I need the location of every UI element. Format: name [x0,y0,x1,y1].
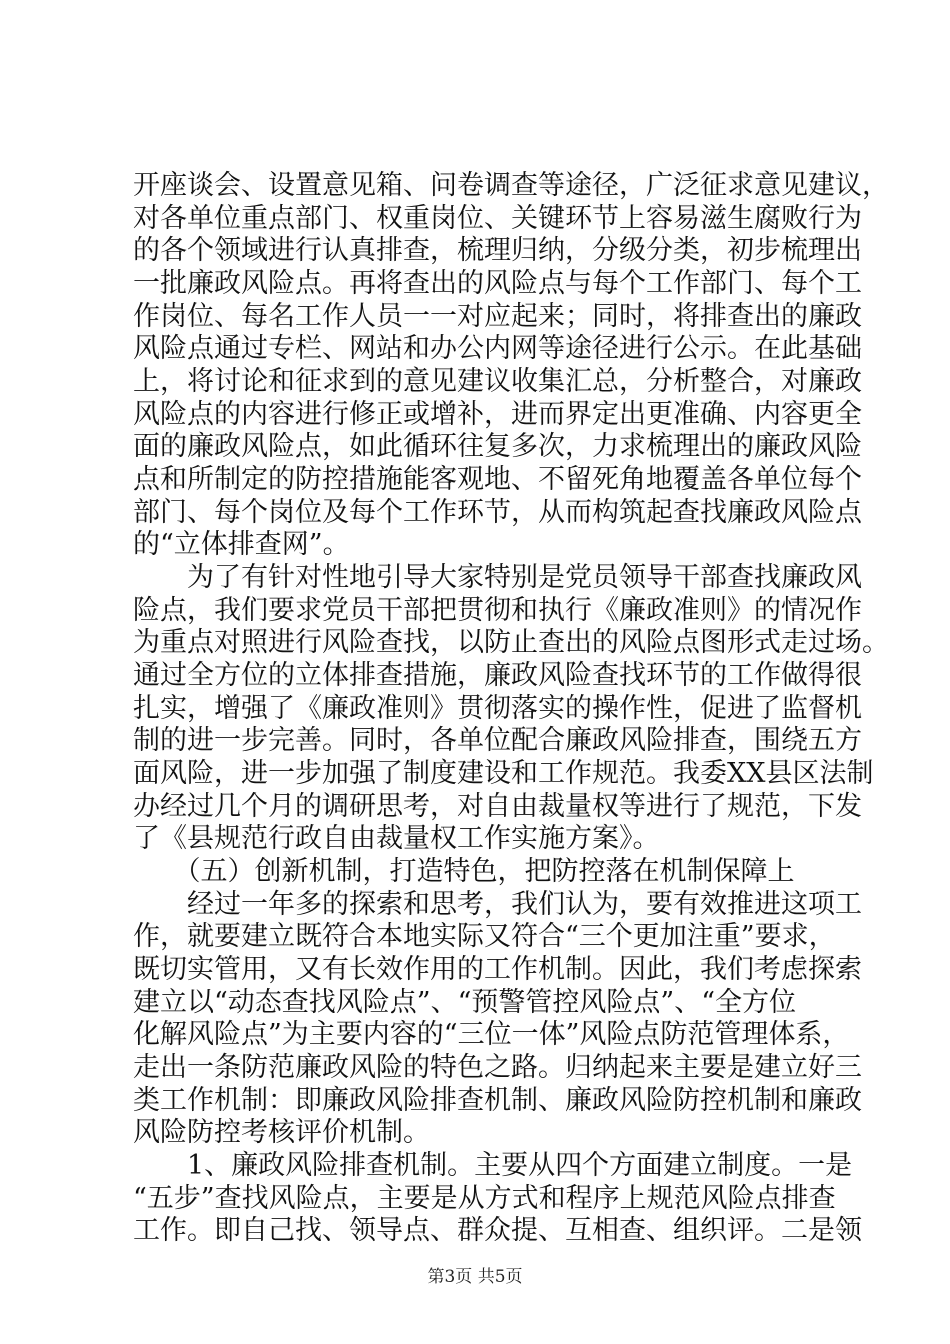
text-line: 面的廉政风险点，如此循环往复多次，力求梳理出的廉政风险 [133,431,862,463]
text-line: 办经过几个月的调研思考，对自由裁量权等进行了规范，下发 [133,790,862,822]
text-line: 类工作机制：即廉政风险排查机制、廉政风险防控机制和廉政 [133,1084,862,1116]
text-line: 一批廉政风险点。再将查出的风险点与每个工作部门、每个工 [133,268,862,299]
text-line: 风险点通过专栏、网站和办公内网等途径进行公示。在此基础 [133,333,862,365]
text-line: 作岗位、每名工作人员一一对应起来；同时，将排查出的廉政 [133,300,862,332]
text-line: 风险点的内容进行修正或增补，进而界定出更准确、内容更全 [133,398,862,430]
text-line: 扎实，增强了《廉政准则》贯彻落实的操作性，促进了监督机 [133,692,862,724]
text-line: 作，就要建立既符合本地实际又符合“三个更加注重”要求， [133,921,836,953]
text-line: 制的进一步完善。同时，各单位配合廉政风险排查，围绕五方 [133,725,862,757]
text-line: 1、廉政风险排查机制。主要从四个方面建立制度。一是 [133,1150,853,1181]
text-line: 既切实管用，又有长效作用的工作机制。因此，我们考虑探索 [133,954,862,985]
text-line: 面风险，进一步加强了制度建设和工作规范。我委XX县区法制 [133,758,874,789]
text-line: 点和所制定的防控措施能客观地、不留死角地覆盖各单位每个 [133,464,862,495]
section-heading: （五）创新机制，打造特色，把防控落在机制保障上 [133,856,795,887]
text-line: 险点，我们要求党员干部把贯彻和执行《廉政准则》的情况作 [133,594,862,626]
text-line: 风险防控考核评价机制。 [133,1117,430,1149]
text-line: 了《县规范行政自由裁量权工作实施方案》。 [133,823,660,855]
text-line: 部门、每个岗位及每个工作环节，从而构筑起查找廉政风险点 [133,496,862,528]
text-line: 走出一条防范廉政风险的特色之路。归纳起来主要是建立好三 [133,1052,862,1083]
text-line: 的各个领域进行认真排查，梳理归纳，分级分类，初步梳理出 [133,235,862,267]
text-line: 对各单位重点部门、权重岗位、关键环节上容易滋生腐败行为 [133,202,862,234]
text-line: 上，将讨论和征求到的意见建议收集汇总，分析整合，对廉政 [133,366,862,397]
text-line: “五步”查找风险点，主要是从方式和程序上规范风险点排查 [133,1182,836,1214]
text-line: 建立以“动态查找风险点”、“预警管控风险点”、“全方位 [133,986,797,1018]
text-line: 为重点对照进行风险查找，以防止查出的风险点图形式走过场。 [133,627,889,659]
page-footer: 第3页 共5页 [427,1267,523,1287]
text-line: 为了有针对性地引导大家特别是党员领导干部查找廉政风 [133,562,862,593]
text-line: 通过全方位的立体排查措施，廉政风险查找环节的工作做得很 [133,660,862,691]
text-line: 化解风险点”为主要内容的“三位一体”风险点防范管理体系， [133,1019,850,1051]
text-line: 开座谈会、设置意见箱、问卷调查等途径，广泛征求意见建议， [133,170,889,201]
text-line: 的“立体排查网”。 [133,529,350,561]
text-line: 工作。即自己找、领导点、群众提、互相查、组织评。二是领 [133,1215,862,1247]
text-line: 经过一年多的探索和思考，我们认为，要有效推进这项工 [133,888,862,920]
